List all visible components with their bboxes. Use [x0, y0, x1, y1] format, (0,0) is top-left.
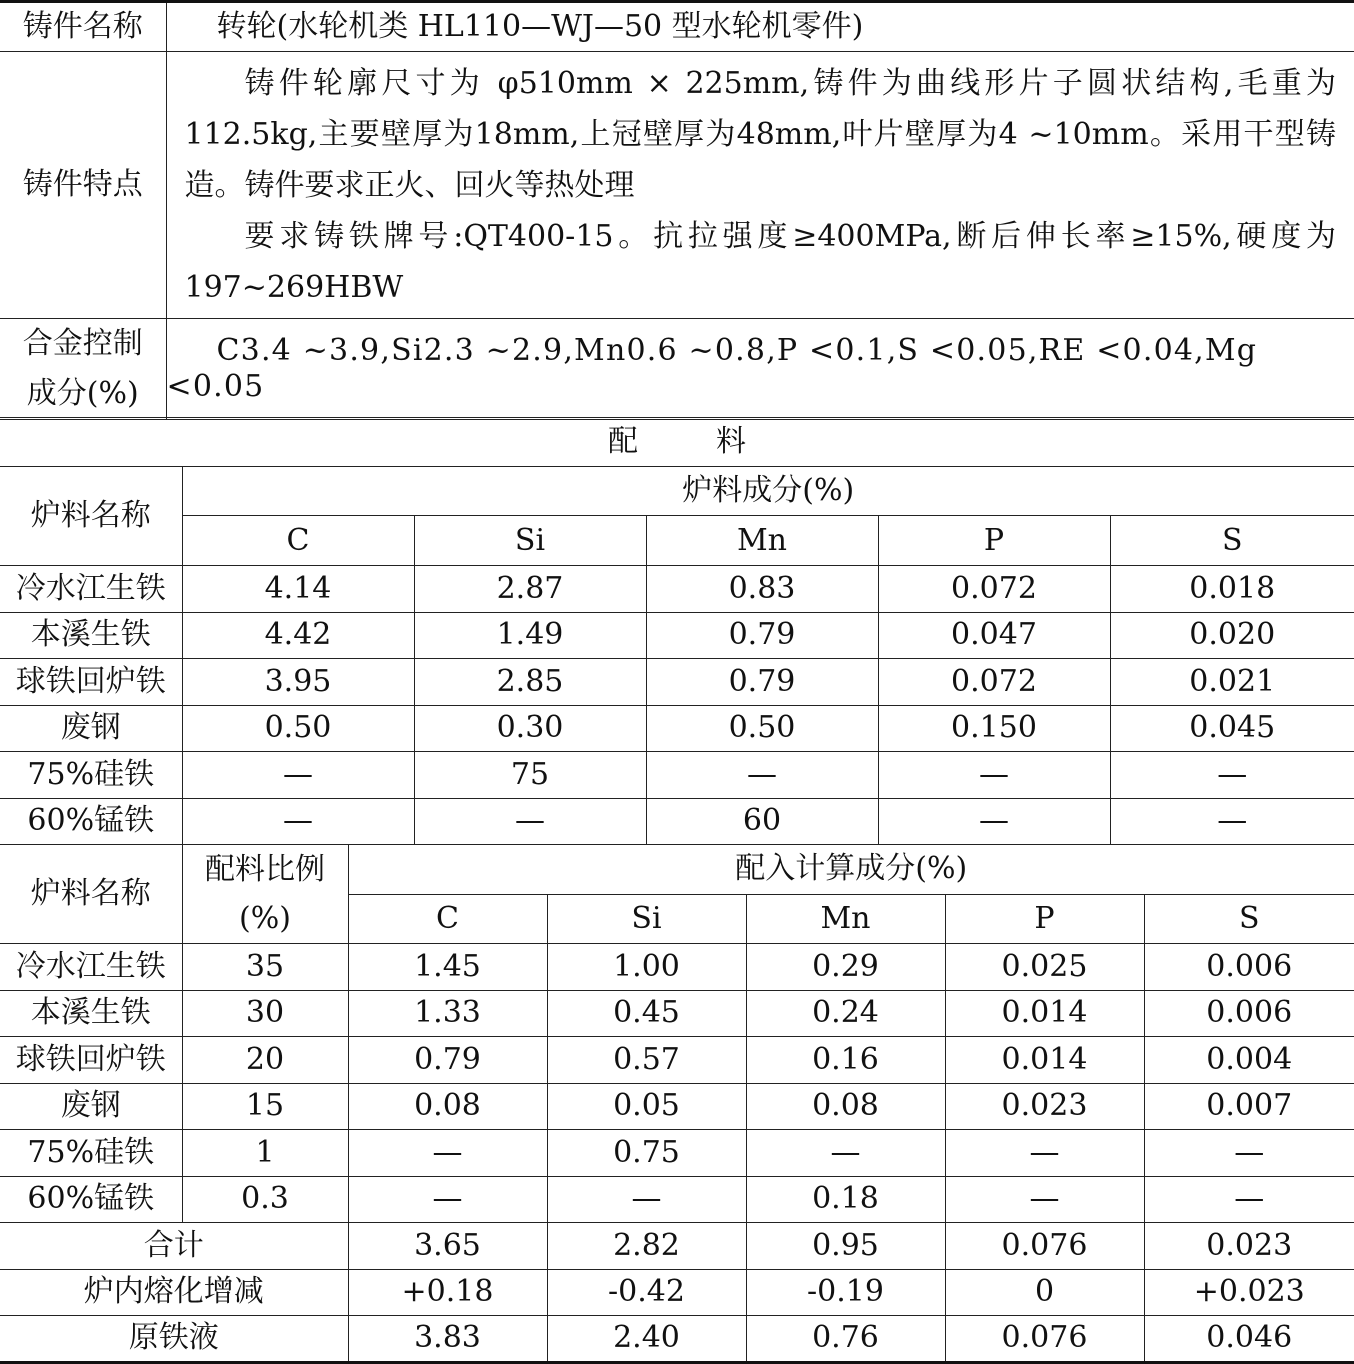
table-row [0, 1130, 1354, 1177]
cell: 0.76 [746, 1316, 945, 1363]
section-title [0, 418, 1354, 467]
table-row [0, 705, 1354, 752]
ratio-cell: 1 [182, 1130, 348, 1177]
calc-col-s: S [1144, 894, 1354, 944]
row-name: 球铁回炉铁 [0, 659, 182, 706]
charge-col-p: P [878, 516, 1110, 566]
row-name: 75%硅铁 [0, 752, 182, 799]
features-paragraph-2: 要求铸铁牌号:QT400-15。抗拉强度≥400MPa,断后伸长率≥15%,硬度为197~269HBW [167, 211, 1354, 313]
charge-col-mn: Mn [646, 516, 878, 566]
alloy-value-text: C3.4 ~3.9,Si2.3 ~2.9,Mn0.6 ~0.8,P <0.1,S <0.05,RE <0.04,Mg <0.05 [167, 333, 1258, 404]
alloy-label-line-2: 成分(%) [0, 369, 166, 419]
cell: — [1144, 1130, 1354, 1177]
calc-group-header: 配入计算成分(%) [348, 845, 1354, 895]
cell: 0.076 [945, 1316, 1144, 1363]
row-name: 本溪生铁 [0, 990, 182, 1037]
alloy-value [166, 319, 1354, 420]
cell: 4.42 [182, 612, 414, 659]
cell: 3.83 [348, 1316, 547, 1363]
summary-name: 炉内熔化增减 [0, 1269, 348, 1316]
charge-header-row-2 [0, 516, 1354, 566]
cell: — [945, 1176, 1144, 1223]
cell: 0.004 [1144, 1037, 1354, 1084]
cell: 2.40 [547, 1316, 746, 1363]
charge-body [0, 566, 1354, 845]
cell: 1.33 [348, 990, 547, 1037]
table-row [0, 1176, 1354, 1223]
cell: 0.023 [1144, 1223, 1354, 1270]
row-name: 60%锰铁 [0, 798, 182, 845]
table-row [0, 798, 1354, 845]
cell: 0.57 [547, 1037, 746, 1084]
cell: 3.95 [182, 659, 414, 706]
cell: 0.020 [1110, 612, 1354, 659]
alloy-label-line-1: 合金控制 [0, 319, 166, 369]
charge-col-s: S [1110, 516, 1354, 566]
casting-name-text: 转轮(水轮机类 HL110—WJ—50 型水轮机零件) [167, 9, 864, 44]
cell: 0.006 [1144, 990, 1354, 1037]
table-row [0, 944, 1354, 991]
cell: 0.046 [1144, 1316, 1354, 1363]
cell: 0.50 [646, 705, 878, 752]
cell: +0.18 [348, 1269, 547, 1316]
casting-name-row [0, 2, 1354, 52]
cell: — [945, 1130, 1144, 1177]
cell: 0.006 [1144, 944, 1354, 991]
casting-name-value [166, 2, 1354, 52]
cell: 0.79 [646, 612, 878, 659]
charge-header-row-1 [0, 467, 1354, 516]
calc-col-mn: Mn [746, 894, 945, 944]
cell: -0.19 [746, 1269, 945, 1316]
calc-col-si: Si [547, 894, 746, 944]
row-name: 冷水江生铁 [0, 566, 182, 613]
cell: 0.072 [878, 659, 1110, 706]
calc-ratio-header-line-1: 配料比例 [183, 845, 348, 894]
cell: — [1110, 752, 1354, 799]
table-row [0, 566, 1354, 613]
cell: 3.65 [348, 1223, 547, 1270]
cell: 0 [945, 1269, 1144, 1316]
cell: — [547, 1176, 746, 1223]
cell: +0.023 [1144, 1269, 1354, 1316]
row-name: 本溪生铁 [0, 612, 182, 659]
cell: 0.014 [945, 1037, 1144, 1084]
section-title-text: 配料 [530, 424, 824, 459]
cell: — [878, 798, 1110, 845]
summary-row-melt-change [0, 1269, 1354, 1316]
cell: 0.021 [1110, 659, 1354, 706]
ratio-cell: 0.3 [182, 1176, 348, 1223]
cell: — [1110, 798, 1354, 845]
row-name: 75%硅铁 [0, 1130, 182, 1177]
ratio-cell: 15 [182, 1083, 348, 1130]
charge-col-c: C [182, 516, 414, 566]
cell: 0.08 [746, 1083, 945, 1130]
summary-row-base-iron [0, 1316, 1354, 1363]
row-name: 废钢 [0, 705, 182, 752]
cell: 0.072 [878, 566, 1110, 613]
cell: 0.150 [878, 705, 1110, 752]
casting-info-table [0, 0, 1354, 420]
cell: 0.79 [348, 1037, 547, 1084]
row-name: 冷水江生铁 [0, 944, 182, 991]
calc-header-row-1 [0, 845, 1354, 895]
cell: 60 [646, 798, 878, 845]
cell: — [348, 1130, 547, 1177]
summary-name: 合计 [0, 1223, 348, 1270]
cell: 2.82 [547, 1223, 746, 1270]
table-row [0, 1083, 1354, 1130]
ratio-cell: 30 [182, 990, 348, 1037]
cell: 0.16 [746, 1037, 945, 1084]
summary-row-total [0, 1223, 1354, 1270]
charge-name-header: 炉料名称 [0, 467, 182, 566]
cell: 2.85 [414, 659, 646, 706]
cell: 4.14 [182, 566, 414, 613]
calculated-composition-table [0, 844, 1354, 1364]
casting-features-row [0, 52, 1354, 319]
cell: 0.076 [945, 1223, 1144, 1270]
charge-composition-table [0, 417, 1354, 845]
cell: — [348, 1176, 547, 1223]
row-name: 球铁回炉铁 [0, 1037, 182, 1084]
cell: — [878, 752, 1110, 799]
cell: 1.00 [547, 944, 746, 991]
cell: 0.05 [547, 1083, 746, 1130]
charge-group-header: 炉料成分(%) [182, 467, 1354, 516]
row-name: 废钢 [0, 1083, 182, 1130]
cell: 0.95 [746, 1223, 945, 1270]
cell: 0.50 [182, 705, 414, 752]
table-row [0, 990, 1354, 1037]
cell: 0.45 [547, 990, 746, 1037]
cell: 0.24 [746, 990, 945, 1037]
ratio-cell: 20 [182, 1037, 348, 1084]
cell: 1.49 [414, 612, 646, 659]
cell: — [182, 798, 414, 845]
cell: 0.025 [945, 944, 1144, 991]
cell: 2.87 [414, 566, 646, 613]
cell: 0.29 [746, 944, 945, 991]
calc-col-p: P [945, 894, 1144, 944]
summary-name: 原铁液 [0, 1316, 348, 1363]
cell: 0.83 [646, 566, 878, 613]
calc-col-c: C [348, 894, 547, 944]
calc-ratio-header-line-2: (%) [183, 894, 348, 943]
cell: — [746, 1130, 945, 1177]
features-paragraph-1: 铸件轮廓尺寸为 φ510mm × 225mm,铸件为曲线形片子圆状结构,毛重为112.5kg,主要壁厚为18mm,上冠壁厚为48mm,叶片壁厚为4 ~10mm。采用干型铸造。铸件要求正火、回火等热处理 [167, 58, 1354, 211]
cell: 0.18 [746, 1176, 945, 1223]
alloy-label [0, 319, 166, 420]
charge-col-si: Si [414, 516, 646, 566]
cell: 0.023 [945, 1083, 1144, 1130]
cell: — [1144, 1176, 1354, 1223]
cell: 0.018 [1110, 566, 1354, 613]
casting-features-label: 铸件特点 [0, 52, 166, 319]
casting-features-value [166, 52, 1354, 319]
cell: 0.79 [646, 659, 878, 706]
cell: — [414, 798, 646, 845]
cell: 75 [414, 752, 646, 799]
cell: 1.45 [348, 944, 547, 991]
ratio-cell: 35 [182, 944, 348, 991]
table-row [0, 752, 1354, 799]
cell: 0.08 [348, 1083, 547, 1130]
cell: 0.007 [1144, 1083, 1354, 1130]
calc-ratio-header [182, 845, 348, 944]
cell: — [646, 752, 878, 799]
alloy-row [0, 319, 1354, 420]
cell: 0.047 [878, 612, 1110, 659]
cell: 0.30 [414, 705, 646, 752]
table-row [0, 1037, 1354, 1084]
cell: 0.75 [547, 1130, 746, 1177]
calc-name-header: 炉料名称 [0, 845, 182, 944]
table-row [0, 659, 1354, 706]
table-row [0, 612, 1354, 659]
calc-body [0, 944, 1354, 1363]
section-title-row [0, 418, 1354, 467]
row-name: 60%锰铁 [0, 1176, 182, 1223]
cell: — [182, 752, 414, 799]
cell: 0.014 [945, 990, 1144, 1037]
cell: 0.045 [1110, 705, 1354, 752]
cell: -0.42 [547, 1269, 746, 1316]
casting-name-label: 铸件名称 [0, 2, 166, 52]
